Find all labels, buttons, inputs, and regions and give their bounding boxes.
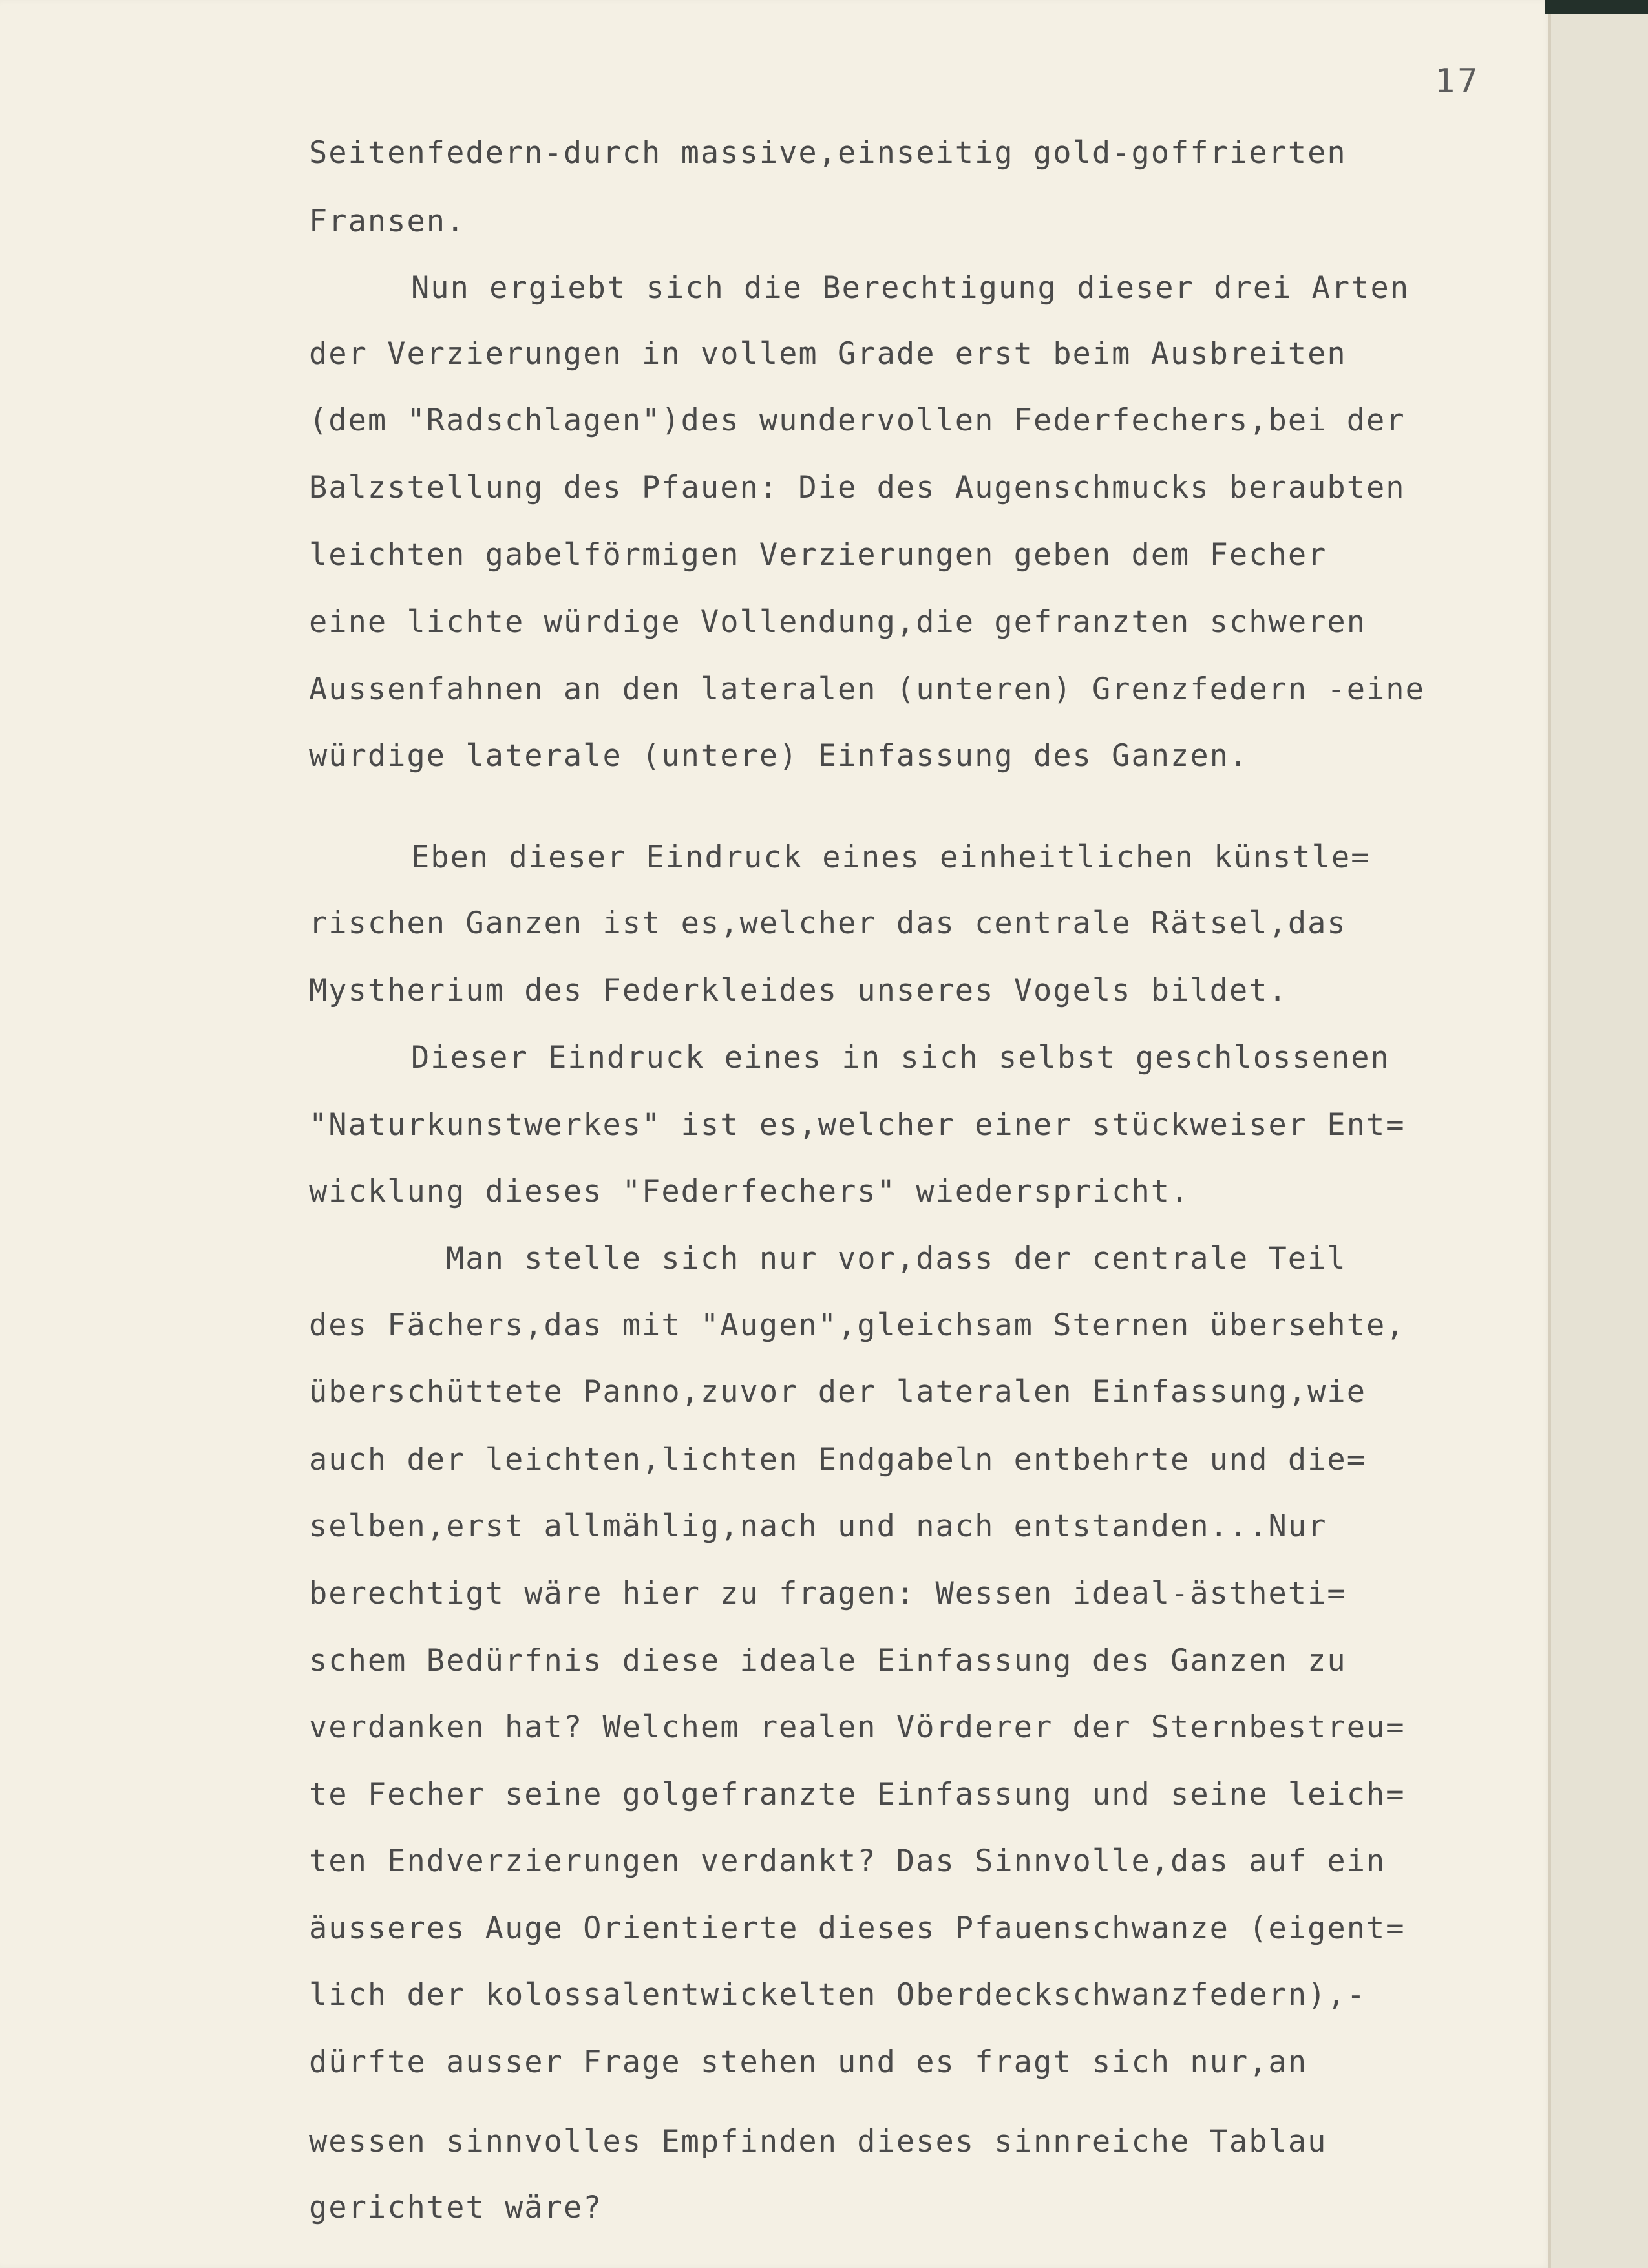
- text-line: Nun ergiebt sich die Berechtigung dieser drei Arten: [411, 270, 1410, 306]
- page-edge: [1548, 14, 1551, 2268]
- text-line: te Fecher seine golgefranzte Einfassung und seine leich=: [309, 1777, 1406, 1812]
- text-line: würdige laterale (untere) Einfassung des Ganzen.: [309, 738, 1249, 774]
- text-line: lich der kolossalentwickelten Oberdeckschwanzfedern),-: [309, 1977, 1367, 2013]
- text-line: gerichtet wäre?: [309, 2190, 603, 2225]
- text-line: des Fächers,das mit "Augen",gleichsam Sternen übersehte,: [309, 1308, 1406, 1343]
- text-line: leichten gabelförmigen Verzierungen geben dem Fecher: [309, 537, 1327, 573]
- text-line: wicklung dieses "Federfechers" wiederspricht.: [309, 1174, 1190, 1209]
- text-line: ten Endverzierungen verdankt? Das Sinnvolle,das auf ein: [309, 1843, 1386, 1879]
- scan-dark-corner: [1545, 0, 1648, 14]
- page-number: 17: [1435, 62, 1481, 101]
- text-line: wessen sinnvolles Empfinden dieses sinnreiche Tablau: [309, 2124, 1327, 2159]
- text-line: (dem "Radschlagen")des wundervollen Federfechers,bei der: [309, 403, 1406, 438]
- text-line: eine lichte würdige Vollendung,die gefranzten schweren: [309, 604, 1367, 640]
- text-line: überschüttete Panno,zuvor der lateralen Einfassung,wie: [309, 1374, 1367, 1410]
- text-line: Aussenfahnen an den lateralen (unteren) Grenzfedern -eine: [309, 672, 1425, 707]
- scan-background-strip: [1551, 0, 1648, 2268]
- text-line: dürfte ausser Frage stehen und es fragt sich nur,an: [309, 2044, 1308, 2080]
- text-line: "Naturkunstwerkes" ist es,welcher einer stückweiser Ent=: [309, 1107, 1406, 1143]
- text-line: auch der leichten,lichten Endgabeln entbehrte und die=: [309, 1442, 1367, 1478]
- text-line: schem Bedürfnis diese ideale Einfassung des Ganzen zu: [309, 1643, 1347, 1679]
- text-line: Fransen.: [309, 204, 466, 239]
- text-line: Balzstellung des Pfauen: Die des Augenschmucks beraubten: [309, 470, 1406, 505]
- text-line: berechtigt wäre hier zu fragen: Wessen ideal-ästheti=: [309, 1576, 1347, 1611]
- text-line: äusseres Auge Orientierte dieses Pfauenschwanze (eigent=: [309, 1911, 1406, 1946]
- text-line: verdanken hat? Welchem realen Vörderer der Sternbestreu=: [309, 1710, 1406, 1745]
- text-line: rischen Ganzen ist es,welcher das centrale Rätsel,das: [309, 906, 1347, 941]
- text-line: Dieser Eindruck eines in sich selbst geschlossenen: [411, 1040, 1390, 1076]
- text-line: selben,erst allmählig,nach und nach entstanden...Nur: [309, 1509, 1327, 1544]
- text-line: der Verzierungen in vollem Grade erst beim Ausbreiten: [309, 336, 1347, 372]
- text-line: Man stelle sich nur vor,dass der centrale Teil: [446, 1241, 1347, 1277]
- text-line: Eben dieser Eindruck eines einheitlichen künstle=: [411, 840, 1371, 875]
- text-line: Mystherium des Federkleides unseres Vogels bildet.: [309, 973, 1288, 1008]
- text-line: Seitenfedern-durch massive,einseitig gold-goffrierten: [309, 135, 1347, 171]
